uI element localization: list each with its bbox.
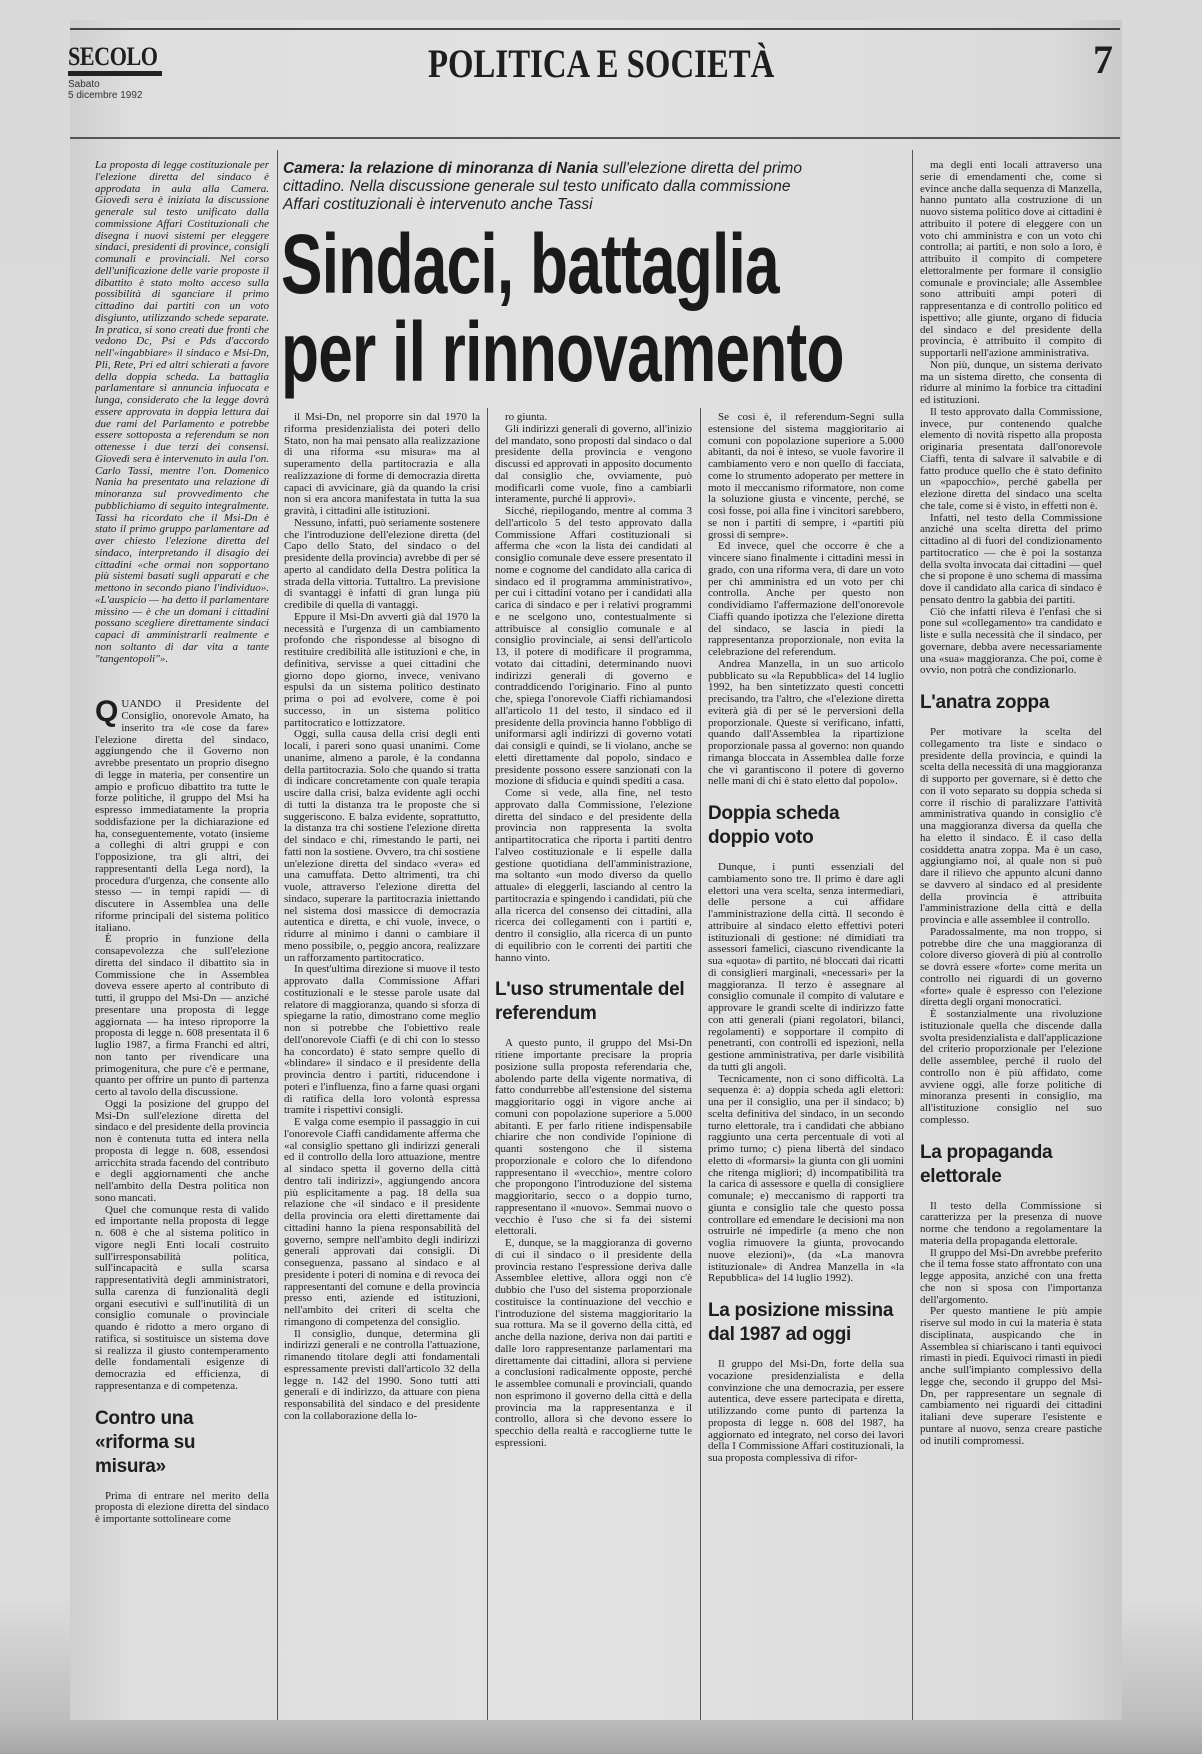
paragraph: In quest'ultima direzione si muove il testo approvato dalla Commissione Affari costituzionali e le stesse parole usate dal relatore di maggioranza, quando si sforza di spiegarne la ratio, dimostrano come meglio non si potrebbe che l'obiettivo reale dell'onorevole Ciaffi (e di chi con lo stesso ha concordato) è stato sempre quello di «blindare» il sindaco e il presidente della provincia dentro i partiti, riducendone i poteri e l'influenza, fino a farne quasi organi di ratifica della loro volontà espressa tramite i rispettivi consigli. [284, 963, 480, 1117]
drop-cap: Q [95, 695, 119, 729]
article-column-4 [708, 412, 904, 1715]
paragraph: Oggi, sulla causa della crisi degli enti locali, i pareri sono quasi unanimi. Come unanime, almeno a parole, è la condanna della partitocrazia. Solo che quando si tratta di indicare concretamente con quale terapia uscire dalla crisi, balza evidente agli occhi di tutti la distanza tra le proposte che si suggeriscono. E balza evidente, soprattutto, la distanza tra chi sostiene l'elezione diretta del sindaco e chi, rimestando le parti, nei fatti non la sostiene. Ovvero, tra chi sostiene un'elezione diretta del sindaco «vera» ed una camuffata. Detto altrimenti, tra chi vuole, attraverso l'elezione diretta del sindaco, superare la partitocrazia iniettando nel sistema dosi massicce di democrazia autentica e diretta, e chi vuole, invece, o ridurre al minimo i danni o cambiare il meno possibile, o, peggio ancora, realizzare un rafforzamento partitocratico. [284, 728, 480, 964]
paragraph: È proprio in funzione della consapevolezza che sull'elezione diretta del sindaco il dibattito sia in Commissione che in Assemblea doveva essere aperto al contributo di tutti, il gruppo del Msi-Dn — anziché presentare una proposta di legge aggiornata — ha inteso riproporre la proposta di legge n. 608 presentata il 6 luglio 1987, a firma Franchi ed altri, non tanto per rivendicare una primogenitura, che pure c'è e permane, quanto per offrire un punto di partenza certo al tavolo della discussione. [95, 933, 269, 1098]
column-rule [912, 150, 913, 1720]
intro-paragraph: La proposta di legge costituzionale per l'elezione diretta del sindaco è approdata in aula alla Camera. Giovedì sera è iniziata la discussione generale sul testo unificato dalla commissione Affari Costituzionali che disegna i nuovi sistemi per eleggere sindaci, presidenti di province, consigli comunali e provinciali. Nel corso dell'unificazione delle varie proposte il dibattito è stato molto acceso sulla possibilità di sganciare il primo cittadino dai partiti con un voto disgiunto, utilizzando schede separate. In pratica, si sono creati due fronti che vedono Dc, Psi e Pds d'accordo nell'«ingabbiare» il sindaco e Msi-Dn, Pli, Rete, Pri ed altri schierati a favore della doppia scheda. La battaglia parlamentare si annuncia infuocata e lunga, considerato che la legge dovrà essere approvata in doppia lettura dai due rami del Parlamento e potrebbe essere sottoposta a referendum se non ottenesse i due terzi dei consensi. Giovedì sera è intervenuto in aula l'on. Carlo Tassi, mentre l'on. Domenico Nania ha presentato una relazione di minoranza sul provvedimento che pubblichiamo di seguito integralmente. Tassi ha ricordato che il Msi-Dn è stato il primo gruppo parlamentare ad aver chiesto l'elezione diretta del sindaco, interpretando il disagio dei cittadini «che ormai non sopportano più sistemi basati sugli apparati e che mettono in secondo piano l'individuo». «L'auspicio — ha detto il parlamentare missino — è che un domani i cittadini possano scegliere direttamente sindaci capaci di amministrarli realmente e non soltanto di dar vita a tante "tangentopoli"». [95, 160, 269, 665]
article-column-3 [495, 412, 692, 1715]
column-rule [277, 150, 278, 1720]
paragraph: Per motivare la scelta del collegamento tra liste e sindaco o presidente della provincia, e quindi la scelta della necessità di una maggioranza di supporto per governare, si è detto che con il voto separato su doppia scheda si corre il rischio di paralizzare l'attività amministrativa quando in consiglio c'è una maggioranza diversa da quella che ha eletto il sindaco. È il caso della cosiddetta anatra zoppa. Ma è un caso, aggiungiamo noi, al quale non si può dare il rilievo che appunto alcuni danno se davvero al sindaco ed al presidente della provincia è attribuita l'amministrazione della città e della provincia e alle assemblee il controllo. [920, 726, 1102, 926]
paragraph: Infatti, nel testo della Commissione anziché una scelta diretta del primo cittadino al di fuori del condizionamento partitocratico — che è poi la sostanza della svolta invocata dai cittadini — quel che si propone è uno schema di massima dove il candidato alla carica di sindaco è pensato dentro la gabbia dei partiti. [920, 511, 1102, 606]
paragraph: Come si vede, alla fine, nel testo approvato dalla Commissione, l'elezione diretta del sindaco e del presidente della provincia non rappresenta la svolta antipartitocratica che riporta i partiti dentro l'alveo costituzionale e li espelle dalla gestione quotidiana dell'amministrazione, ma soltanto «un modo diverso da quello attuale» di eleggerli, lasciando al centro la partitocrazia e spingendo i candidati, più che alla ricerca del consenso dei cittadini, alla ricerca dei collegamenti con i partiti e, dentro il consiglio, alla ricerca di un punto di equilibrio con le correnti dei partiti che hanno vinto. [495, 787, 692, 964]
article-column-1 [95, 160, 269, 1715]
header-rule [70, 28, 1120, 30]
paragraph: Per questo mantiene le più ampie riserve sul modo in cui la materia è stata disciplinata, auspicando che in Assemblea si chiariscano i tanti equivoci rimasti in piedi. Equivoci rimasti in piedi anche sull'impianto complessivo della legge che, secondo il gruppo del Msi-Dn, per rappresentare un segnale di cambiamento nei riguardi dei cittadini italiani deve superare l'esistente e puntare al nuovo, senza creare pastiche od inutili compromessi. [920, 1305, 1102, 1447]
paragraph: Il testo approvato dalla Commissione, invece, pur contenendo qualche elemento di novità rispetto alla proposta originaria presentata dall'onorevole Ciaffi, tenta di salvare il salvabile e di fatto produce quello che è stato definito un «papocchio», perché gabella per elezione diretta del sindaco una scelta che tale, come si è visto, in effetti non è. [920, 405, 1102, 512]
paragraph: ma degli enti locali attraverso una serie di emendamenti che, come si evince anche dalla sequenza di Manzella, hanno puntato alla costruzione di un nuovo sistema politico dove ai cittadini è attribuito il potere di eleggere con un voto chi amministra e con un voto chi controlla; ai partiti, e non solo a loro, è attribuito il compito di competere elettoralmente per formare il consiglio comunale e provinciale; alle Assemblee sono attribuiti ampi poteri di rappresentanza e di controllo politico ed ispettivo; alle giunte, organo di fiducia del sindaco e del presidente della provincia, è attribuito il compito di supportarli nell'azione amministrativa. [920, 160, 1102, 359]
paragraph: Oggi la posizione del gruppo del Msi-Dn sull'elezione diretta del sindaco e del presidente della provincia non è contenuta tutta ed intera nella proposta di legge n. 608, essendosi arricchita strada facendo del contributo e degli aggiornamenti che anche nell'ambito della Destra politica non sono mancati. [95, 1097, 269, 1204]
paragraph: Gli indirizzi generali di governo, all'inizio del mandato, sono proposti dal sindaco o dal presidente della provincia e vengono discussi ed approvati in apposito documento dal consiglio che, ovviamente, può modificarli come vuole, fino a cambiarli interamente, purché li approvi». [495, 422, 692, 506]
paragraph-text: UANDO il Presidente del Consiglio, onorevole Amato, ha inserito tra «le cose da fare» l'elezione diretta del sindaco, aggiungendo che il Governo non avrebbe presentato un proprio disegno di legge in materia, per consentire un ampio e proficuo dibattito tra tutte le forze politiche, il gruppo del Msi ha espresso immediatamente la propria soddisfazione per la dichiarazione ed ha, conseguentemente, votato (insieme a colleghi di altri gruppi e con l'opposizione, tra gli altri, dei rappresentanti della Lega nord), la procedura d'urgenza, che consente allo stesso — in tempi rapidi — di discutere in Assemblea una delle riforme principali del sistema politico italiano. [95, 698, 269, 934]
paragraph: Andrea Manzella, in un suo articolo pubblicato su «la Repubblica» del 14 luglio 1992, ha ben sintetizzato questi concetti precisando, tra l'altro, che «l'elezione diretta eviterà già di per sé le perversioni della proporzionale. Queste si verificano, infatti, quando dall'Assemblea la ripartizione proporzionale passa al governo: non quando rimanga bloccata in Assemblea dalle forze che vi garantiscono il potere di governo nelle mani di chi è stato eletto dal popolo». [708, 657, 904, 788]
subheading: L'uso strumentale del referendum [495, 979, 685, 1025]
subheading: La posizione missina dal 1987 ad oggi [708, 1300, 894, 1345]
dateline-day: Sabato [68, 79, 100, 90]
article-column-2 [284, 412, 480, 1715]
article-kicker: Camera: la relazione di minoranza di Nania sull'elezione diretta del primo cittadino. Nella discussione generale sul testo unificato dalla commissione Affari costituzionali è intervenuto anche Tassi [283, 160, 802, 213]
subheading: Doppia scheda doppio voto [708, 803, 840, 848]
headline-line-1: Sindaci, battaglia [281, 217, 779, 311]
paragraph: Nessuno, infatti, può seriamente sostenere che l'introduzione dell'elezione diretta (del Capo dello Stato, del sindaco o del presidente della provincia) avrebbe di per sé aperto al candidato della Destra politica la strada della vittoria. Tuttaltro. La previsione di svantaggi è infatti di gran lunga più credibile di quella di vantaggi. [284, 516, 480, 611]
paragraph: E valga come esempio il passaggio in cui l'onorevole Ciaffi candidamente afferma che «al consiglio spettano gli indirizzi generali ed il controllo della loro attuazione, mentre al sindaco spetta il governo della città dentro tali indirizzi», aggiungendo ancora più esplicitamente a pag. 18 della sua relazione che «il sindaco e il presidente della provincia ora eletti direttamente dai cittadini hanno la piena responsabilità del governo, sempre nell'ambito degli indirizzi generali approvati dai consigli. Di conseguenza, passano al sindaco e al presidente i poteri di nomina e di revoca dei rappresentanti del comune e della provincia presso enti, aziende ed istituzioni, nell'ambito dei criteri di scelta che rimangono di competenza del consiglio. [284, 1116, 480, 1328]
paragraph: Sicché, riepilogando, mentre al comma 3 dell'articolo 5 del testo approvato dalla Commissione Affari costituzionali si afferma che «con la lista dei candidati al consiglio comunale deve essere presentato il nome e cognome del candidato alla carica di sindaco ed il programma amministrativo», per cui i cittadini votano per i candidati alla carica di sindaco e per i relativi programmi e ne scelgono uno, contestualmente si attribuisce al consiglio comunale e al consiglio provinciale, ai sensi dell'articolo 13, il potere di modificare il programma, votato dai cittadini, determinando nuovi indirizzi generali di governo e contraddicendo l'originario. Fino al punto che, spiega l'onorevole Ciaffi richiamandosi all'articolo 11 del testo, il sindaco ed il presidente della provincia hanno l'obbligo di uniformarsi agli indirizzi di governo votati dai consigli e quindi, se li violano, anche se eletti direttamente dal popolo, sindaco e presidente possono essere sanzionati con la mozione di sfiducia e quindi spediti a casa. [495, 505, 692, 788]
article-column-5 [920, 160, 1102, 1715]
paragraph: Ed invece, quel che occorre è che a vincere siano finalmente i cittadini messi in grado, con una riforma vera, di dare un voto per chi amministra ed un voto per chi controlla. Anche per questo non condividiamo l'affermazione dell'onorevole Ciaffi quando ipotizza che l'elezione diretta del sindaco, se lascia in piedi la rappresentanza proporzionale, non evita la celebrazione del referendum. [708, 540, 904, 658]
paragraph: Quel che comunque resta di valido ed importante nella proposta di legge n. 608 è che al sistema politico in vigore negli Enti locali costruito sull'irresponsabilità politica, sull'incapacità e sulla scarsa rappresentatività degli amministratori, sulla carenza di funzionalità degli organi esecutivi e sull'inutilità di un consiglio comunale o provinciale quando è ridotto a mero organo di ratifica, si sostituisce un sistema dove si realizza il giusto contemperamento delle fondamentali esigenze di democrazia ed efficienza, di rappresentanza e di competenza. [95, 1203, 269, 1392]
paragraph: Il gruppo del Msi-Dn avrebbe preferito che il tema fosse stato affrontato con una legge apposita, anziché con una fretta che non si sposa con l'importanza dell'argomento. [920, 1246, 1102, 1306]
paragraph: Il testo della Commissione si caratterizza per la presenza di nuove norme che tendono a regolamentare la materia della propaganda elettorale. [920, 1199, 1102, 1247]
header-bottom-rule [70, 137, 1120, 139]
subheading: L'anatra zoppa [920, 692, 1050, 713]
page-number: 7 [1093, 37, 1113, 82]
subheading: La propaganda elettorale [920, 1141, 1053, 1187]
column-rule [700, 408, 701, 1720]
dateline-date: 5 dicembre 1992 [68, 90, 143, 101]
masthead-logo: SECOLO [68, 42, 158, 71]
paragraph: Tecnicamente, non ci sono difficoltà. La sequenza è: a) doppia scheda agli elettori: una per il consiglio, una per il sindaco; b) scelta definitiva del sindaco, in un secondo turno elettorale, tra i candidati che abbiano raggiunto una certa percentuale di voti al primo turno; c) piena libertà del sindaco eletto di «formarsi» la giunta con gli uomini che ritenga migliori; d) incompatibilità tra la carica di assessore e quella di consigliere comunale; e) meccanismo di rapporti tra giunta e consiglio tale che questo possa controllare ed emendare le decisioni ma non ostruirle né impedirle (a meno che non voglia rimuovere la giunta, provocando nuove elezioni)», (da «La manovra istituzionale» di Andrea Manzella in «la Repubblica» del 14 luglio 1992). [708, 1072, 904, 1285]
headline-line-2: per il rinnovamento [281, 305, 844, 399]
paragraph: A questo punto, il gruppo del Msi-Dn ritiene importante precisare la propria posizione sulla proposta referendaria che, abolendo parte della vigente normativa, di fatto condurrebbe all'estensione del sistema maggioritario oggi in vigore anche ai comuni con popolazione superiore a 5.000 abitanti. E per farlo ritiene indispensabile chiarire che non condivide l'opinione di quanti sostengono che il sistema proporzionale e coloro che lo difendono rappresentano il «vecchio», mentre coloro che propongono l'introduzione del sistema maggioritario, secco o a doppio turno, rappresentano il «nuovo». Semmai nuovo o vecchio è l'uso che si fa dei sistemi elettorali. [495, 1037, 692, 1238]
paragraph: ro giunta. [505, 412, 548, 423]
paragraph: Non più, dunque, un sistema derivato ma un sistema diretto, che consenta di ridurre al minimo la forbice tra cittadini ed istituzioni. [920, 358, 1102, 406]
paragraph: E, dunque, se la maggioranza di governo di cui il sindaco o il presidente della provincia restano l'espressione deriva dalle Assemblee elettive, allora oggi non c'è dubbio che l'uso del sistema proporzionale costituisce la continuazione del vecchio e l'introduzione del sistema maggioritario la sua rottura. Ma se il governo della città, ed anche della nazione, deriva non dai partiti e dalle loro rappresentanze parlamentari ma direttamente dai cittadini, allora si perviene a conclusioni radicalmente opposte, perché le assemblee comunali e provinciali, quando non esprimono il governo della città e della provincia ma la rappresentanza e il controllo, allora sì che devono essere lo specchio della realtà e raccoglierne tutte le espressioni. [495, 1237, 692, 1449]
paragraph: Il gruppo del Msi-Dn, forte della sua vocazione presidenzialista e della convinzione che una democrazia, per essere autentica, deve essere partecipata e diretta, utilizzando come punto di partenza la proposta di legge n. 608 del 1987, ha aggiornato ed integrato, nel corso dei lavori della I Commissione Affari costituzionali, la sua proposta complessiva di rifor- [708, 1358, 904, 1464]
paragraph: Se così è, il referendum-Segni sulla estensione del sistema maggioritario ai comuni con popolazione superiore a 5.000 abitanti, da noi è inteso, se vuole favorire il cambiamento vero e non quello di facciata, come lo strumento adoperato per mettere in moto il meccanismo riformatore, non come la soluzione giusta e vincente, perché, se così fosse, poi alla fine i vincitori sarebbero, se non i partiti di sempre, i «partiti più grossi di sempre». [708, 412, 904, 541]
subheading: Contro una «riforma su misura» [95, 1407, 196, 1477]
paragraph: Dunque, i punti essenziali del cambiamento sono tre. Il primo è dare agli elettori una vera scelta, senza intermediari, delle persone a cui affidare l'amministrazione della città. Il secondo è attribuire al sindaco eletto effettivi poteri istituzionali di gestione: né dimidiati tra assessori famelici, ciascuno rivendicante la sua «quota» di partito, né bloccati dai ricatti di consiglieri marginali, «necessari» per la maggioranza. Il terzo è assegnare al consiglio comunale il compito di valutare e approvare le grandi scelte di indirizzo fatte con atti generali (piani regolatori, bilanci, regolamenti) e sopportare il compito di penetranti, con controlli ed ispezioni, nella gestione amministrativa, per darle visibilità da tutti gli angoli. [708, 861, 904, 1073]
paragraph: Eppure il Msi-Dn avvertì già dal 1970 la necessità e l'urgenza di un cambiamento profondo che rispondesse al bisogno di restituire credibilità alle istituzioni e che, in definitiva, servisse a quei cittadini che giorno dopo giorno, invece, venivano espulsi da un sistema politico destinato prima o poi ad evolvere, come è poi successo, in un sistema politico partitocratico e lottizzatore. [284, 610, 480, 729]
paragraph: Il consiglio, dunque, determina gli indirizzi generali e ne controlla l'attuazione, rimanendo titolare degli atti fondamentali espressamente previsti dall'articolo 32 della legge n. 142 del 1990. Sono tutti atti generali e di indirizzo, da attuare con piena responsabilità del sindaco e del presidente con la collaborazione della lo- [284, 1327, 480, 1422]
paragraph: Prima di entrare nel merito della proposta di elezione diretta del sindaco è importante sottolineare come [95, 1489, 269, 1525]
section-title: POLITICA E SOCIETÀ [427, 41, 775, 86]
paragraph: Ciò che infatti rileva è l'enfasi che si pone sul «collegamento» tra candidato e liste e sulla necessità che il sindaco, per governare, debba avere necessariamente una «sua» maggioranza. Che poi, come è ovvio, non potrà che condizionarlo. [920, 605, 1102, 677]
column-rule [487, 408, 488, 1720]
paragraph: il Msi-Dn, nel proporre sin dal 1970 la riforma presidenzialista dei poteri dello Stato, non ha mai pensato alla realizzazione di una riforma «su misura» ma al superamento della partitocrazia e alla realizzazione di forme di democrazia diretta capaci di avvicinare, già da quando la crisi non si era ancora manifestata in tutta la sua gravità, i cittadini alle istituzioni. [284, 412, 480, 517]
paragraph: Paradossalmente, ma non troppo, si potrebbe dire che una maggioranza di colore diverso gioverà di più al controllo se dovrà essere «forte» come merita un controllo nei riguardi di un governo «forte» quale è espresso con l'elezione diretta degli organi monocratici. [920, 925, 1102, 1009]
paragraph [95, 695, 269, 934]
paragraph: È sostanzialmente una rivoluzione istituzionale quella che discende dalla svolta presidenzialista e dall'applicazione del criterio proporzionale per l'elezione delle assemblee, perché il ruolo del controllo non è più affidato, come avviene oggi, alle forze politiche di minoranza presenti in consiglio, ma all'istituzione consiglio nel suo complesso. [920, 1008, 1102, 1126]
spacer [95, 665, 269, 699]
